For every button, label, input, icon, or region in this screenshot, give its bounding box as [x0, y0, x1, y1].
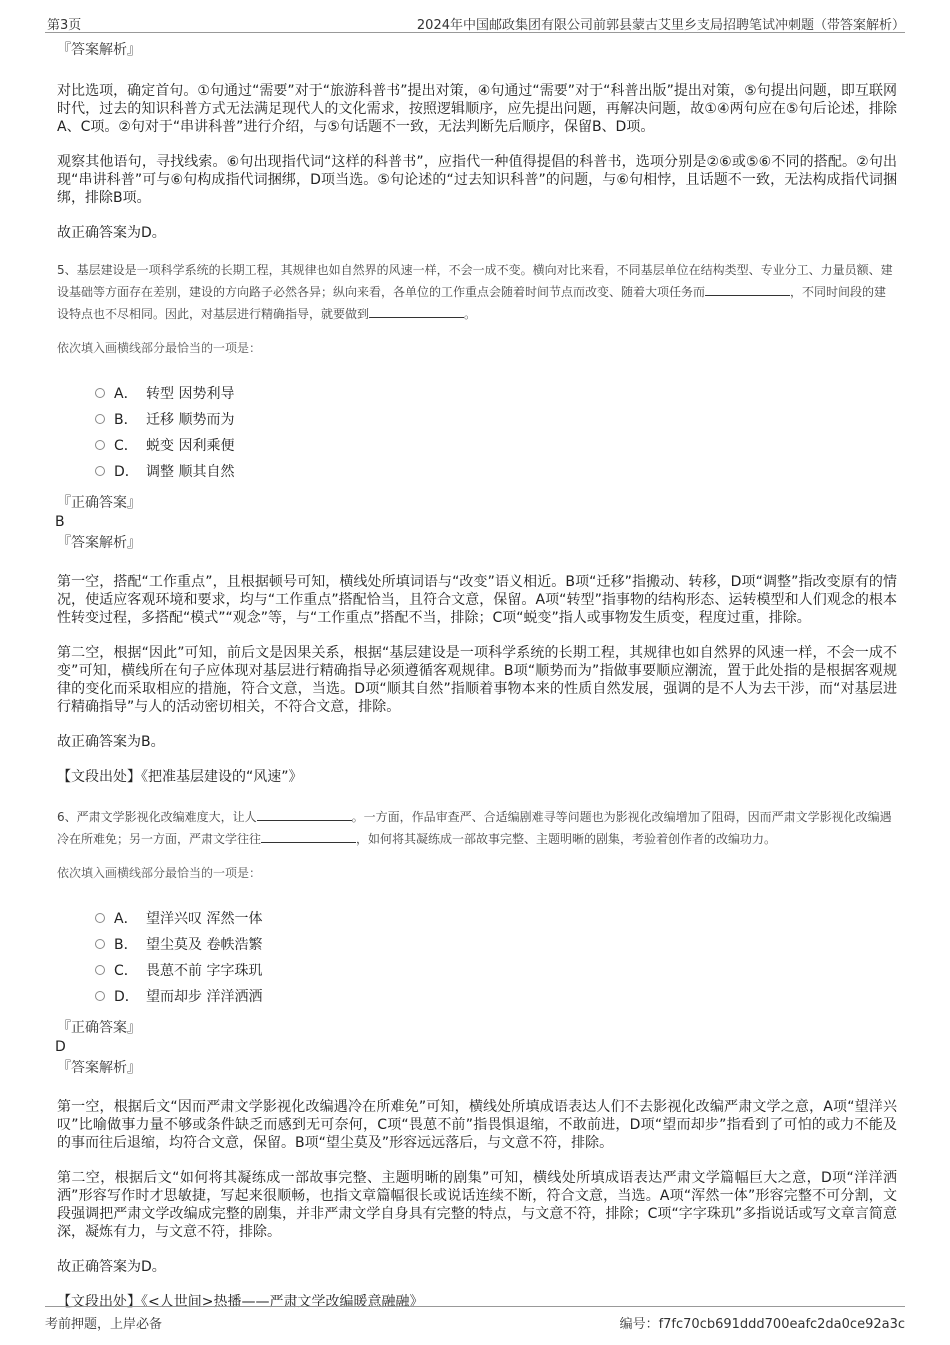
- radio-icon[interactable]: [95, 913, 105, 923]
- q5-analysis-label: 『答案解析』: [57, 535, 141, 551]
- q6-blank-1: [257, 806, 352, 821]
- q5-correct-answer: B: [55, 514, 65, 530]
- radio-icon[interactable]: [95, 440, 105, 450]
- q5-analysis-paragraph: 第二空，根据“因此”可知，前后文是因果关系，根据“基层建设是一项科学系统的长期工程，其规律也如自然界的风速一样，不会一成不变”可知，横线所在句子应体现对基层进行精确指导必须遵循客观规律。B项“顺势而为”指做事要顺应潮流，置于此处指的是根据客观规律的变化而采取相应的措施，符合文意，当选。D项“顺其自然”指顺着事物本来的性质自然发展，强调的是不人为去干涉，而“对基层进行精确指导”与人的活动密切相关，不符合文意，排除。: [57, 645, 897, 715]
- q6-analysis-paragraph: 第一空，根据后文“因而严肃文学影视化改编遇冷在所难免”可知，横线处所填成语表达人们不去影视化改编严肃文学之意，A项“望洋兴叹”比喻做事力量不够或条件缺乏而感到无可奈何，C项“畏葸不前”指畏惧退缩，不敢前进，D项“望而却步”指看到了可怕的或力不能及的事而往后退缩，均符合文意，保留。B项“望尘莫及”形容远远落后，与文意不符，排除。: [57, 1099, 897, 1151]
- q5-source: 【文段出处】《把准基层建设的“风速”》: [57, 769, 303, 785]
- question-6: [57, 806, 897, 1311]
- q5-options: [95, 381, 897, 485]
- q5-analysis-paragraph: 第一空，搭配“工作重点”，且根据顿号可知，横线处所填词语与“改变”语义相近。B项“迁移”指搬动、转移，D项“调整”指改变原有的情况，使适应客观环境和要求，均与“工作重点”搭配恰当，且符合文意，保留。A项“转型”指事物的结构形态、运转模型和人们观念的根本性转变过程，多搭配“模式”“观念”等，与“工作重点”搭配不当，排除；C项“蜕变”指人或事物发生质变，程度过重，排除。: [57, 574, 897, 626]
- q6-option-b[interactable]: B． 望尘莫及 卷帙浩繁: [95, 932, 897, 958]
- q6-stem: 6、严肃文学影视化改编难度大，让人 。一方面，作品审查严、合适编剧难寻等问题也为影视化改编增加了阻碍，因而严肃文学影视化改编遇冷在所难免；另一方面，严肃文学往往 ，如何将其凝练成一部故事完整、主题明晰的剧集，考验着创作者的改编功力。: [57, 806, 897, 850]
- q5-conclusion: 故正确答案为B。: [57, 734, 165, 750]
- q6-analysis-paragraph: 第二空，根据后文“如何将其凝练成一部故事完整、主题明晰的剧集”可知，横线处所填成语表达严肃文学篇幅巨大之意，D项“洋洋洒洒”形容写作时才思敏捷，写起来很顺畅，也指文章篇幅很长或说话连续不断，符合文意，当选。A项“浑然一体”形容完整不可分割，文段强调把严肃文学改编成完整的剧集，并非严肃文学自身具有完整的特点，与文意不符，排除；C项“字字珠玑”多指说话或写文章言简意深，凝炼有力，与文意不符，排除。: [57, 1170, 897, 1240]
- q5-instruction: 依次填入画横线部分最恰当的一项是：: [57, 341, 262, 355]
- page-footer: [45, 1306, 905, 1331]
- page-number: 第3页: [47, 18, 82, 33]
- radio-icon[interactable]: [95, 991, 105, 1001]
- q5-option-c[interactable]: C． 蜕变 因利乘便: [95, 433, 897, 459]
- document-code: 编号：f7fc70cb691ddd700eafc2da0ce92a3c: [619, 1317, 905, 1332]
- q5-blank-2: [369, 303, 464, 318]
- q5-option-d[interactable]: D． 调整 顺其自然: [95, 459, 897, 485]
- q5-blank-1: [705, 281, 790, 296]
- question-5: [57, 259, 897, 786]
- page-content: [57, 40, 897, 1331]
- q4-conclusion: 故正确答案为D。: [57, 225, 166, 241]
- q6-source: 【文段出处】《<人世间>热播——严肃文学改编暖意融融》: [57, 1294, 424, 1310]
- document-title: 2024年中国邮政集团有限公司前郭县蒙古艾里乡支局招聘笔试冲刺题（带答案解析）: [416, 18, 905, 33]
- q4-analysis-paragraph: 对比选项，确定首句。①句通过“需要”对于“旅游科普书”提出对策，④句通过“需要”对于“科普出版”提出对策，⑤句提出问题，即互联网时代，过去的知识科普方式无法满足现代人的文化需求，按照逻辑顺序，应先提出问题，再解决问题，故①④两句应在⑤句后论述，排除A、C项。②句对于“串讲科普”进行介绍，与⑤句话题不一致，无法判断先后顺序，保留B、D项。: [57, 83, 897, 135]
- radio-icon[interactable]: [95, 414, 105, 424]
- q6-option-a[interactable]: A． 望洋兴叹 浑然一体: [95, 906, 897, 932]
- q6-option-c[interactable]: C． 畏葸不前 字字珠玑: [95, 958, 897, 984]
- q6-instruction: 依次填入画横线部分最恰当的一项是：: [57, 866, 262, 880]
- q6-option-d[interactable]: D． 望而却步 洋洋洒洒: [95, 984, 897, 1010]
- q4-analysis-paragraph: 观察其他语句，寻找线索。⑥句出现指代词“这样的科普书”，应指代一种值得提倡的科普书，选项分别是②⑥或⑤⑥不同的搭配。②句出现“串讲科普”可与⑥句构成指代词捆绑，D项当选。⑤句论述的“过去知识科普”的问题，与⑥句相悖，且话题不一致，无法构成指代词捆绑，排除B项。: [57, 154, 897, 206]
- q4-analysis: [57, 40, 897, 242]
- page-header: [45, 12, 905, 33]
- q5-correct-label: 『正确答案』: [57, 495, 141, 511]
- radio-icon[interactable]: [95, 388, 105, 398]
- radio-icon[interactable]: [95, 939, 105, 949]
- q6-analysis-label: 『答案解析』: [57, 1060, 141, 1076]
- radio-icon[interactable]: [95, 466, 105, 476]
- q6-options: [95, 906, 897, 1010]
- q5-option-b[interactable]: B． 迁移 顺势而为: [95, 407, 897, 433]
- q5-option-a[interactable]: A． 转型 因势利导: [95, 381, 897, 407]
- radio-icon[interactable]: [95, 965, 105, 975]
- q4-analysis-label: 『答案解析』: [57, 42, 141, 58]
- q6-conclusion: 故正确答案为D。: [57, 1259, 166, 1275]
- q6-blank-2: [261, 828, 356, 843]
- q6-correct-label: 『正确答案』: [57, 1020, 141, 1036]
- q6-correct-answer: D: [55, 1039, 66, 1055]
- q5-stem: 5、基层建设是一项科学系统的长期工程，其规律也如自然界的风速一样，不会一成不变。横向对比来看，不同基层单位在结构类型、专业分工、力量员额、建设基础等方面存在差别，建设的方向路子必然各异；纵向来看，各单位的工作重点会随着时间节点而改变、随着大项任务而 ，不同时间段的建设特点也不尽相同。因此，对基层进行精确指导，就要做到 。: [57, 263, 893, 321]
- footer-slogan: 考前押题，上岸必备: [45, 1317, 163, 1332]
